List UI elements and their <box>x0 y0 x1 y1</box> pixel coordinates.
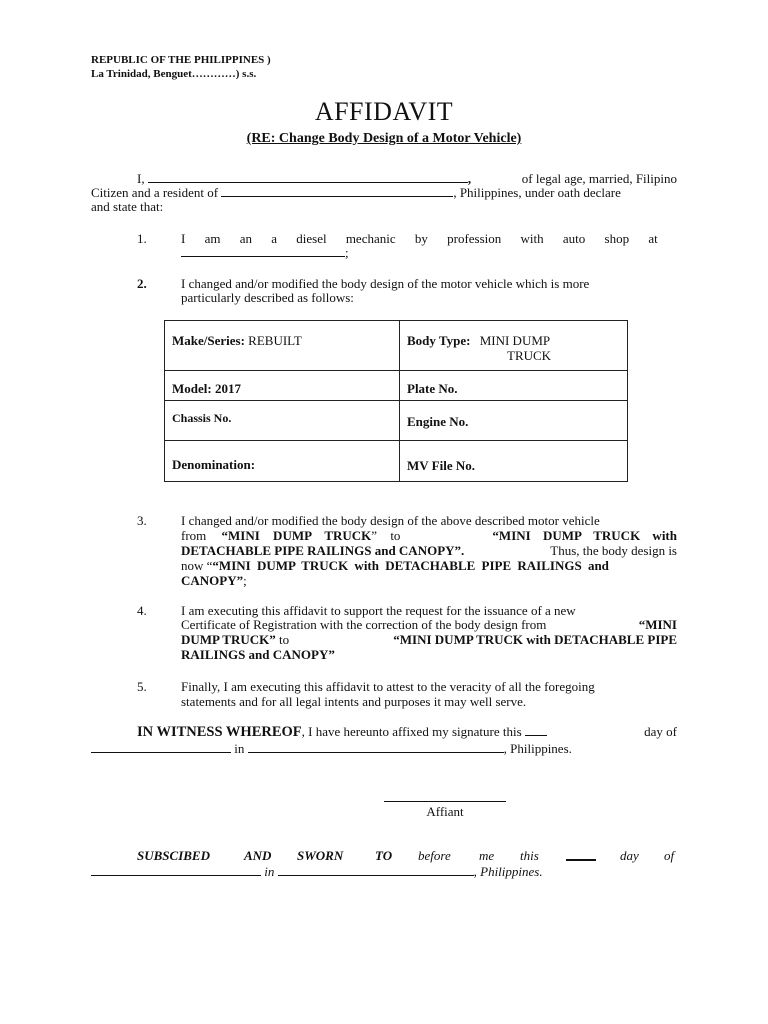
make-label: Make/Series: <box>172 333 245 348</box>
witness-philippines: , Philippines. <box>503 741 572 756</box>
item-1-end: ; <box>345 245 349 260</box>
witness-place-blank <box>248 741 504 753</box>
item-1-line-2 <box>181 245 349 260</box>
body-type-value-2: TRUCK <box>507 348 552 363</box>
witness-line-2 <box>91 741 572 756</box>
jurat-day: day <box>620 848 639 863</box>
witness-lead: IN WITNESS WHEREOF <box>137 724 302 740</box>
jurat-subscribed: SUBSCIBED <box>137 848 210 863</box>
item-3-new-design-b: DETACHABLE PIPE RAILINGS and CANOPY”. <box>181 543 465 558</box>
intro-citizen: Citizen and a resident of <box>91 185 219 200</box>
body-type-cell <box>400 321 628 371</box>
intro-line-1 <box>137 171 677 186</box>
affiant-signature-line <box>384 789 506 802</box>
jurat-of: of <box>664 848 675 863</box>
item-2-line-1: I changed and/or modified the body design of the motor vehicle which is more <box>181 276 590 291</box>
residence-blank <box>221 185 453 197</box>
table-row <box>165 441 628 482</box>
item-3-old-design: “MINI DUMP TRUCK <box>221 528 372 543</box>
item-3-number: 3. <box>137 513 147 528</box>
make-value: REBUILT <box>248 333 302 348</box>
model-cell: Model: 2017 <box>165 371 400 401</box>
witness-day-blank <box>525 724 547 736</box>
item-5-number: 5. <box>137 679 147 694</box>
item-3-line-4 <box>181 558 677 573</box>
item-4-number: 4. <box>137 603 147 618</box>
item-1-line-1: I am an a diesel mechanic by profession with auto shop at <box>181 231 658 246</box>
jurat-day-blank <box>566 848 596 861</box>
witness-month-blank <box>91 741 231 753</box>
item-3-line-2 <box>181 528 677 543</box>
item-4-text: Certificate of Registration with the correction of the body design from <box>181 617 547 632</box>
body-type-label: Body Type: <box>407 333 471 348</box>
item-1-number: 1. <box>137 231 147 246</box>
witness-in: in <box>234 741 245 756</box>
intro-legal-age: of legal age, married, Filipino <box>521 171 677 186</box>
intro-comma: , <box>467 171 472 186</box>
make-series-cell <box>165 321 400 371</box>
mv-file-cell: MV File No. <box>400 441 628 482</box>
engine-cell: Engine No. <box>400 401 628 441</box>
item-2-number: 2. <box>137 276 147 291</box>
jurat-month-blank <box>91 864 261 876</box>
item-5-line-1: Finally, I am executing this affidavit to attest to the veracity of all the foregoing <box>181 679 595 694</box>
witness-text: , I have hereunto affixed my signature this <box>301 724 522 739</box>
item-4-line-3 <box>181 632 677 647</box>
item-3-line-5 <box>181 573 247 588</box>
jurat-me: me <box>479 848 495 863</box>
item-4-old-design-a: “MINI <box>638 617 677 632</box>
item-5-line-2: statements and for all legal intents and purposes it may well serve. <box>181 694 527 709</box>
affiant-label: Affiant <box>426 804 464 819</box>
intro-line-3: and state that: <box>91 199 164 214</box>
document-subtitle: (RE: Change Body Design of a Motor Vehicle) <box>246 131 522 146</box>
item-3-thus: Thus, the body design is <box>550 543 677 558</box>
item-3-semicolon: ; <box>243 573 247 588</box>
jurat-to: TO <box>375 848 393 863</box>
item-4-line-1: I am executing this affidavit to support the request for the issuance of a new <box>181 603 576 618</box>
jurat-place-blank <box>278 864 474 876</box>
venue-line-2: La Trinidad, Benguet…………) s.s. <box>91 68 257 80</box>
item-4-new-design-b: RAILINGS and CANOPY” <box>181 647 335 662</box>
item-4-line-2 <box>181 617 677 632</box>
plate-cell: Plate No. <box>400 371 628 401</box>
witness-line-1 <box>137 724 677 740</box>
item-3-final-design-b: CANOPY” <box>181 573 244 588</box>
jurat-sworn: SWORN <box>297 848 344 863</box>
item-4-to: to <box>278 632 290 647</box>
table-row <box>165 321 628 371</box>
document-title: AFFIDAVIT <box>314 97 454 126</box>
item-3-final-design-a: “MINI DUMP TRUCK with DETACHABLE PIPE RAILINGS and <box>212 558 609 573</box>
item-2-line-2: particularly described as follows: <box>181 290 354 305</box>
intro-line-2 <box>91 185 677 200</box>
jurat-line-2 <box>91 864 543 879</box>
jurat-before: before <box>418 848 451 863</box>
table-row <box>165 371 628 401</box>
vehicle-details-table <box>164 320 628 482</box>
venue-header <box>91 53 271 81</box>
intro-i: I, <box>137 171 145 186</box>
item-4-new-design-a: “MINI DUMP TRUCK with DETACHABLE PIPE <box>393 632 677 647</box>
shop-address-blank <box>181 245 345 257</box>
table-row <box>165 401 628 441</box>
jurat-and: AND <box>244 848 272 863</box>
item-3-line-1: I changed and/or modified the body design of the above described motor vehicle <box>181 513 600 528</box>
item-3-to: ” to <box>371 528 401 543</box>
affiant-name-blank <box>148 171 468 183</box>
body-type-value-1: MINI DUMP <box>479 333 551 348</box>
item-3-new-design-a: “MINI DUMP TRUCK with <box>492 528 677 543</box>
denomination-cell: Denomination: <box>165 441 400 482</box>
jurat-in: in <box>264 864 275 879</box>
item-3-now: now “ <box>181 558 213 573</box>
jurat-line-1 <box>137 848 677 863</box>
chassis-cell: Chassis No. <box>165 401 400 441</box>
item-4-old-design-b: DUMP TRUCK” <box>181 632 276 647</box>
jurat-this: this <box>520 848 539 863</box>
item-3-line-3 <box>181 543 677 558</box>
item-3-from: from <box>181 528 207 543</box>
intro-philippines: , Philippines, under oath declare <box>453 185 621 200</box>
jurat-philippines: , Philippines. <box>473 864 543 879</box>
venue-line-1: REPUBLIC OF THE PHILIPPINES ) <box>91 54 271 66</box>
witness-day-of: day of <box>644 724 677 739</box>
